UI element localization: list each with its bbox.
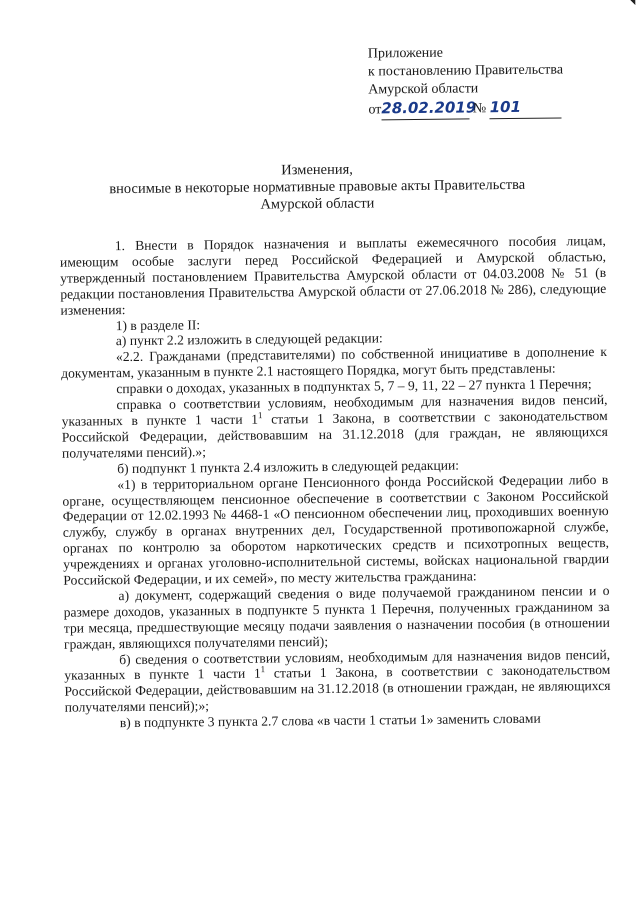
date-prefix: от [368,102,382,118]
paragraph-9: а) документ, содержащий сведения о виде получаемой гражданином пенсии и о размере доходов, указанных в подпункте 5 пункта 1 Перечня, полученных гражданином за три месяца, предшествующие месяцу подачи заявления о назначении пособия (в отношении граждан, являющихся получателями пенсий); [63,582,610,652]
paragraph-5: справки о доходах, указанных в подпунктах 5, 7 – 9, 11, 22 – 27 пункта 1 Перечня; [116,376,592,397]
paragraph-1: 1. Внести в Порядок назначения и выплаты ежемесячного пособия лицам, имеющим особые заслуги перед Российской Федерацией и Амурской областью, утвержденный постановлением Правительства Амурской области от 04.03.2008 № 51 (в редакции постановления Правительства Амурской области от 27.06.2018 № 286), следующие изменения: [59,232,607,318]
attachment-date-line [368,97,563,120]
attachment-line-3: Амурской области [368,81,479,98]
number-field [490,97,562,119]
title-line-1: Изменения, [281,161,353,179]
paragraph-3: а) пункт 2.2 изложить в следующей редакции: [115,330,383,349]
paragraph-4: «2.2. Гражданами (представителями) по собственной инициативе в дополнение к документам, указанным в пункте 2.1 настоящего Порядка, могут быть представлены: [61,344,608,381]
attachment-block [368,43,564,120]
paragraph-6-part-a: справка о соответствии условиям, необходимым для назначения видов пенсий, указанных в пункте 1 части 1 [61,392,608,429]
scan-corner-mark [599,0,635,33]
date-field [381,98,477,120]
paragraph-8: «1) в территориальном органе Пенсионного фонда Российской Федерации либо в органе, осуществляющем пенсионное обеспечение в соответствии с Законом Российской Федерации от 12.02.1993 № 4468-1 «О пенсионном обеспечении лиц, проходивших военную службу, службу в органах внутренних дел, Государственной противопожарной службе, органах по контролю за оборотом наркотических средств и психотропных веществ, учреждениях и органах уголовно-исполнительной системы, войсках национальной гвардии Российской Федерации, и их семей», по месту жительства гражданина: [62,471,610,588]
paragraph-6 [61,392,608,461]
paragraph-6-part-b: статьи 1 Закона, в соответствии с законодательством Российской Федерации, действовавшим на 31.12.2018 (для граждан, не являющихся получателями пенсий).»; [61,407,608,461]
attachment-line-1: Приложение [367,45,444,62]
title-line-3: Амурской области [260,195,375,213]
document-title [0,159,637,217]
paragraph-10 [64,647,611,716]
paragraph-10-part-a: б) сведения о соответствии условиям, необходимым для назначения видов пенсий, указанных в пункте 1 части 1 [64,646,611,684]
document-body [60,233,611,732]
paragraph-2: 1) в разделе II: [115,316,201,333]
paragraph-7: б) подпункт 1 пункта 2.4 изложить в следующей редакции: [117,457,460,476]
paragraph-6-superscript: 1 [257,410,263,421]
handwritten-date: 28.02.2019 [381,98,477,118]
paragraph-10-superscript: 1 [260,664,266,675]
attachment-line-2: к постановлению Правительства [367,62,564,80]
title-line-2: вносимые в некоторые нормативные правовые акты Правительства [109,176,526,198]
number-sign: № [472,101,487,117]
paragraph-11: в) в подпункте 3 пункта 2.7 слова «в части 1 статьи 1» заменить словами [119,710,541,731]
paragraph-10-part-b: статьи 1 Закона, в соответствии с законодательством Российской Федерации, действовавшим на 31.12.2018 (в отношении граждан, не являющихся получателями пенсий);»; [64,662,611,715]
handwritten-number: 101 [489,97,522,117]
